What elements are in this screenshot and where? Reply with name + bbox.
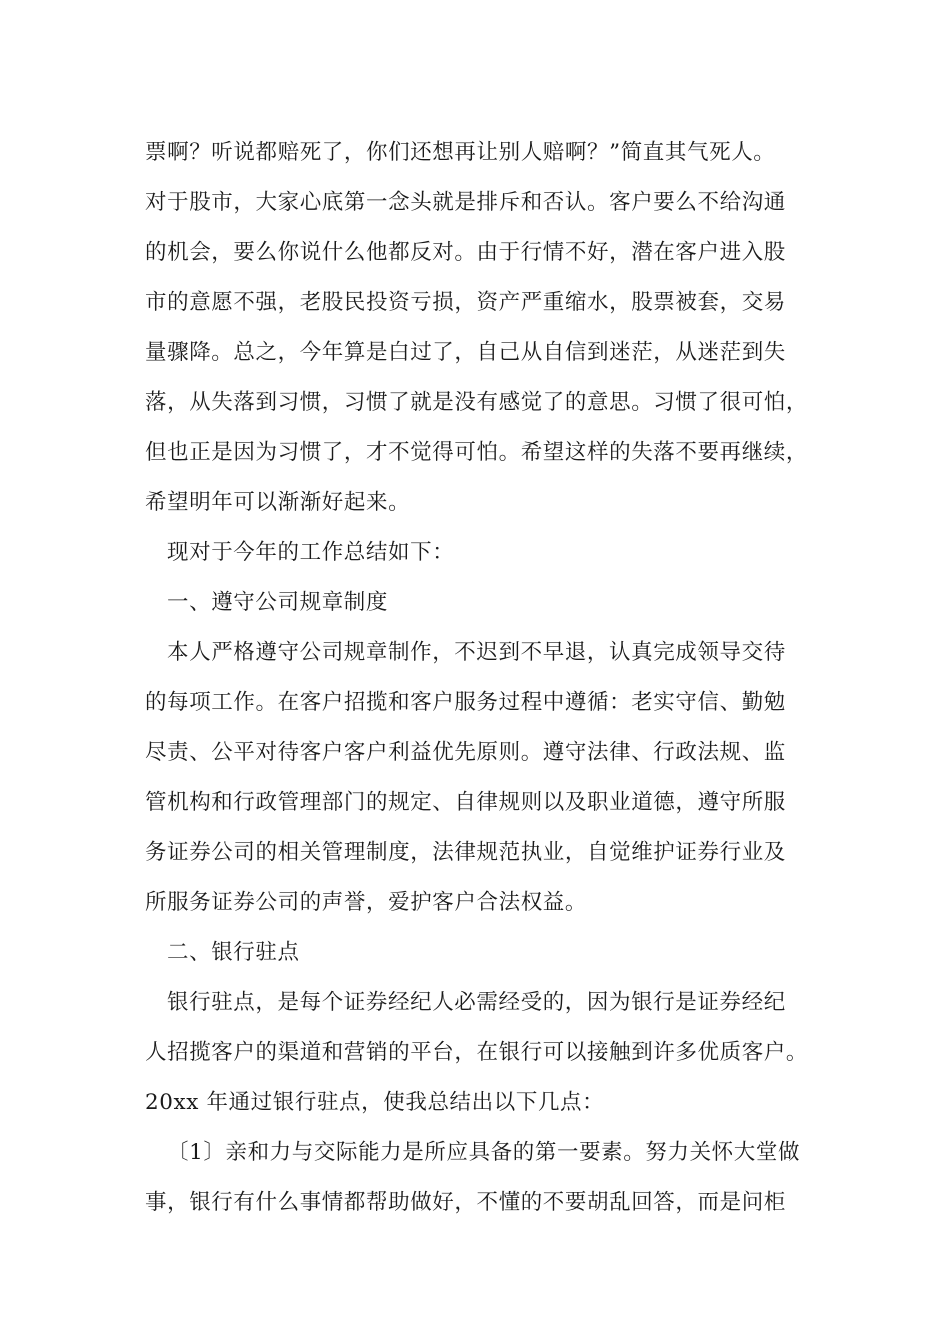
text-line: 尽责、公平对待客户客户利益优先原则。遵守法律、行政法规、监 — [145, 740, 786, 765]
text-line: 20xx 年通过银行驻点，使我总结出以下几点： — [145, 1090, 605, 1115]
text-line: 量骤降。总之，今年算是白过了，自己从自信到迷茫，从迷茫到失 — [145, 340, 786, 365]
text-line: 票啊？听说都赔死了，你们还想再让别人赔啊？”简直其气死人。 — [145, 140, 776, 165]
text-line: 但也正是因为习惯了，才不觉得可怕。希望这样的失落不要再继续， — [145, 440, 809, 465]
text-line: 对于股市，大家心底第一念头就是排斥和否认。客户要么不给沟通 — [145, 190, 786, 215]
text-line: 管机构和行政管理部门的规定、自律规则以及职业道德，遵守所服 — [145, 790, 786, 815]
text-line: 的每项工作。在客户招揽和客户服务过程中遵循：老实守信、勤勉 — [145, 690, 786, 715]
text-line: 落，从失落到习惯，习惯了就是没有感觉了的意思。习惯了很可怕， — [145, 390, 809, 415]
summary-intro-line: 现对于今年的工作总结如下： — [167, 540, 455, 565]
text-line: 人招揽客户的渠道和营销的平台，在银行可以接触到许多优质客户。 — [145, 1040, 809, 1065]
section-heading-2: 二、银行驻点 — [167, 940, 300, 965]
text-line: 所服务证券公司的声誉，爱护客户合法权益。 — [145, 890, 588, 915]
paragraph-first-line: 银行驻点，是每个证券经纪人必需经受的，因为银行是证券经纪 — [167, 990, 786, 1015]
paragraph-first-line: 本人严格遵守公司规章制作，不迟到不早退，认真完成领导交待 — [167, 640, 786, 665]
section-heading-1: 一、遵守公司规章制度 — [167, 590, 389, 615]
text-line: 务证券公司的相关管理制度，法律规范执业，自觉维护证券行业及 — [145, 840, 786, 865]
text-line: 的机会，要么你说什么他都反对。由于行情不好，潜在客户进入股 — [145, 240, 786, 265]
document-body — [145, 128, 825, 1228]
text-line: 市的意愿不强，老股民投资亏损，资产严重缩水，股票被套，交易 — [145, 290, 786, 315]
text-line: 事，银行有什么事情都帮助做好，不懂的不要胡乱回答，而是问柜 — [145, 1190, 786, 1215]
list-item-1-first-line: 〔1〕亲和力与交际能力是所应具备的第一要素。努力关怀大堂做 — [167, 1140, 801, 1165]
text-line: 希望明年可以渐渐好起来。 — [145, 490, 411, 515]
